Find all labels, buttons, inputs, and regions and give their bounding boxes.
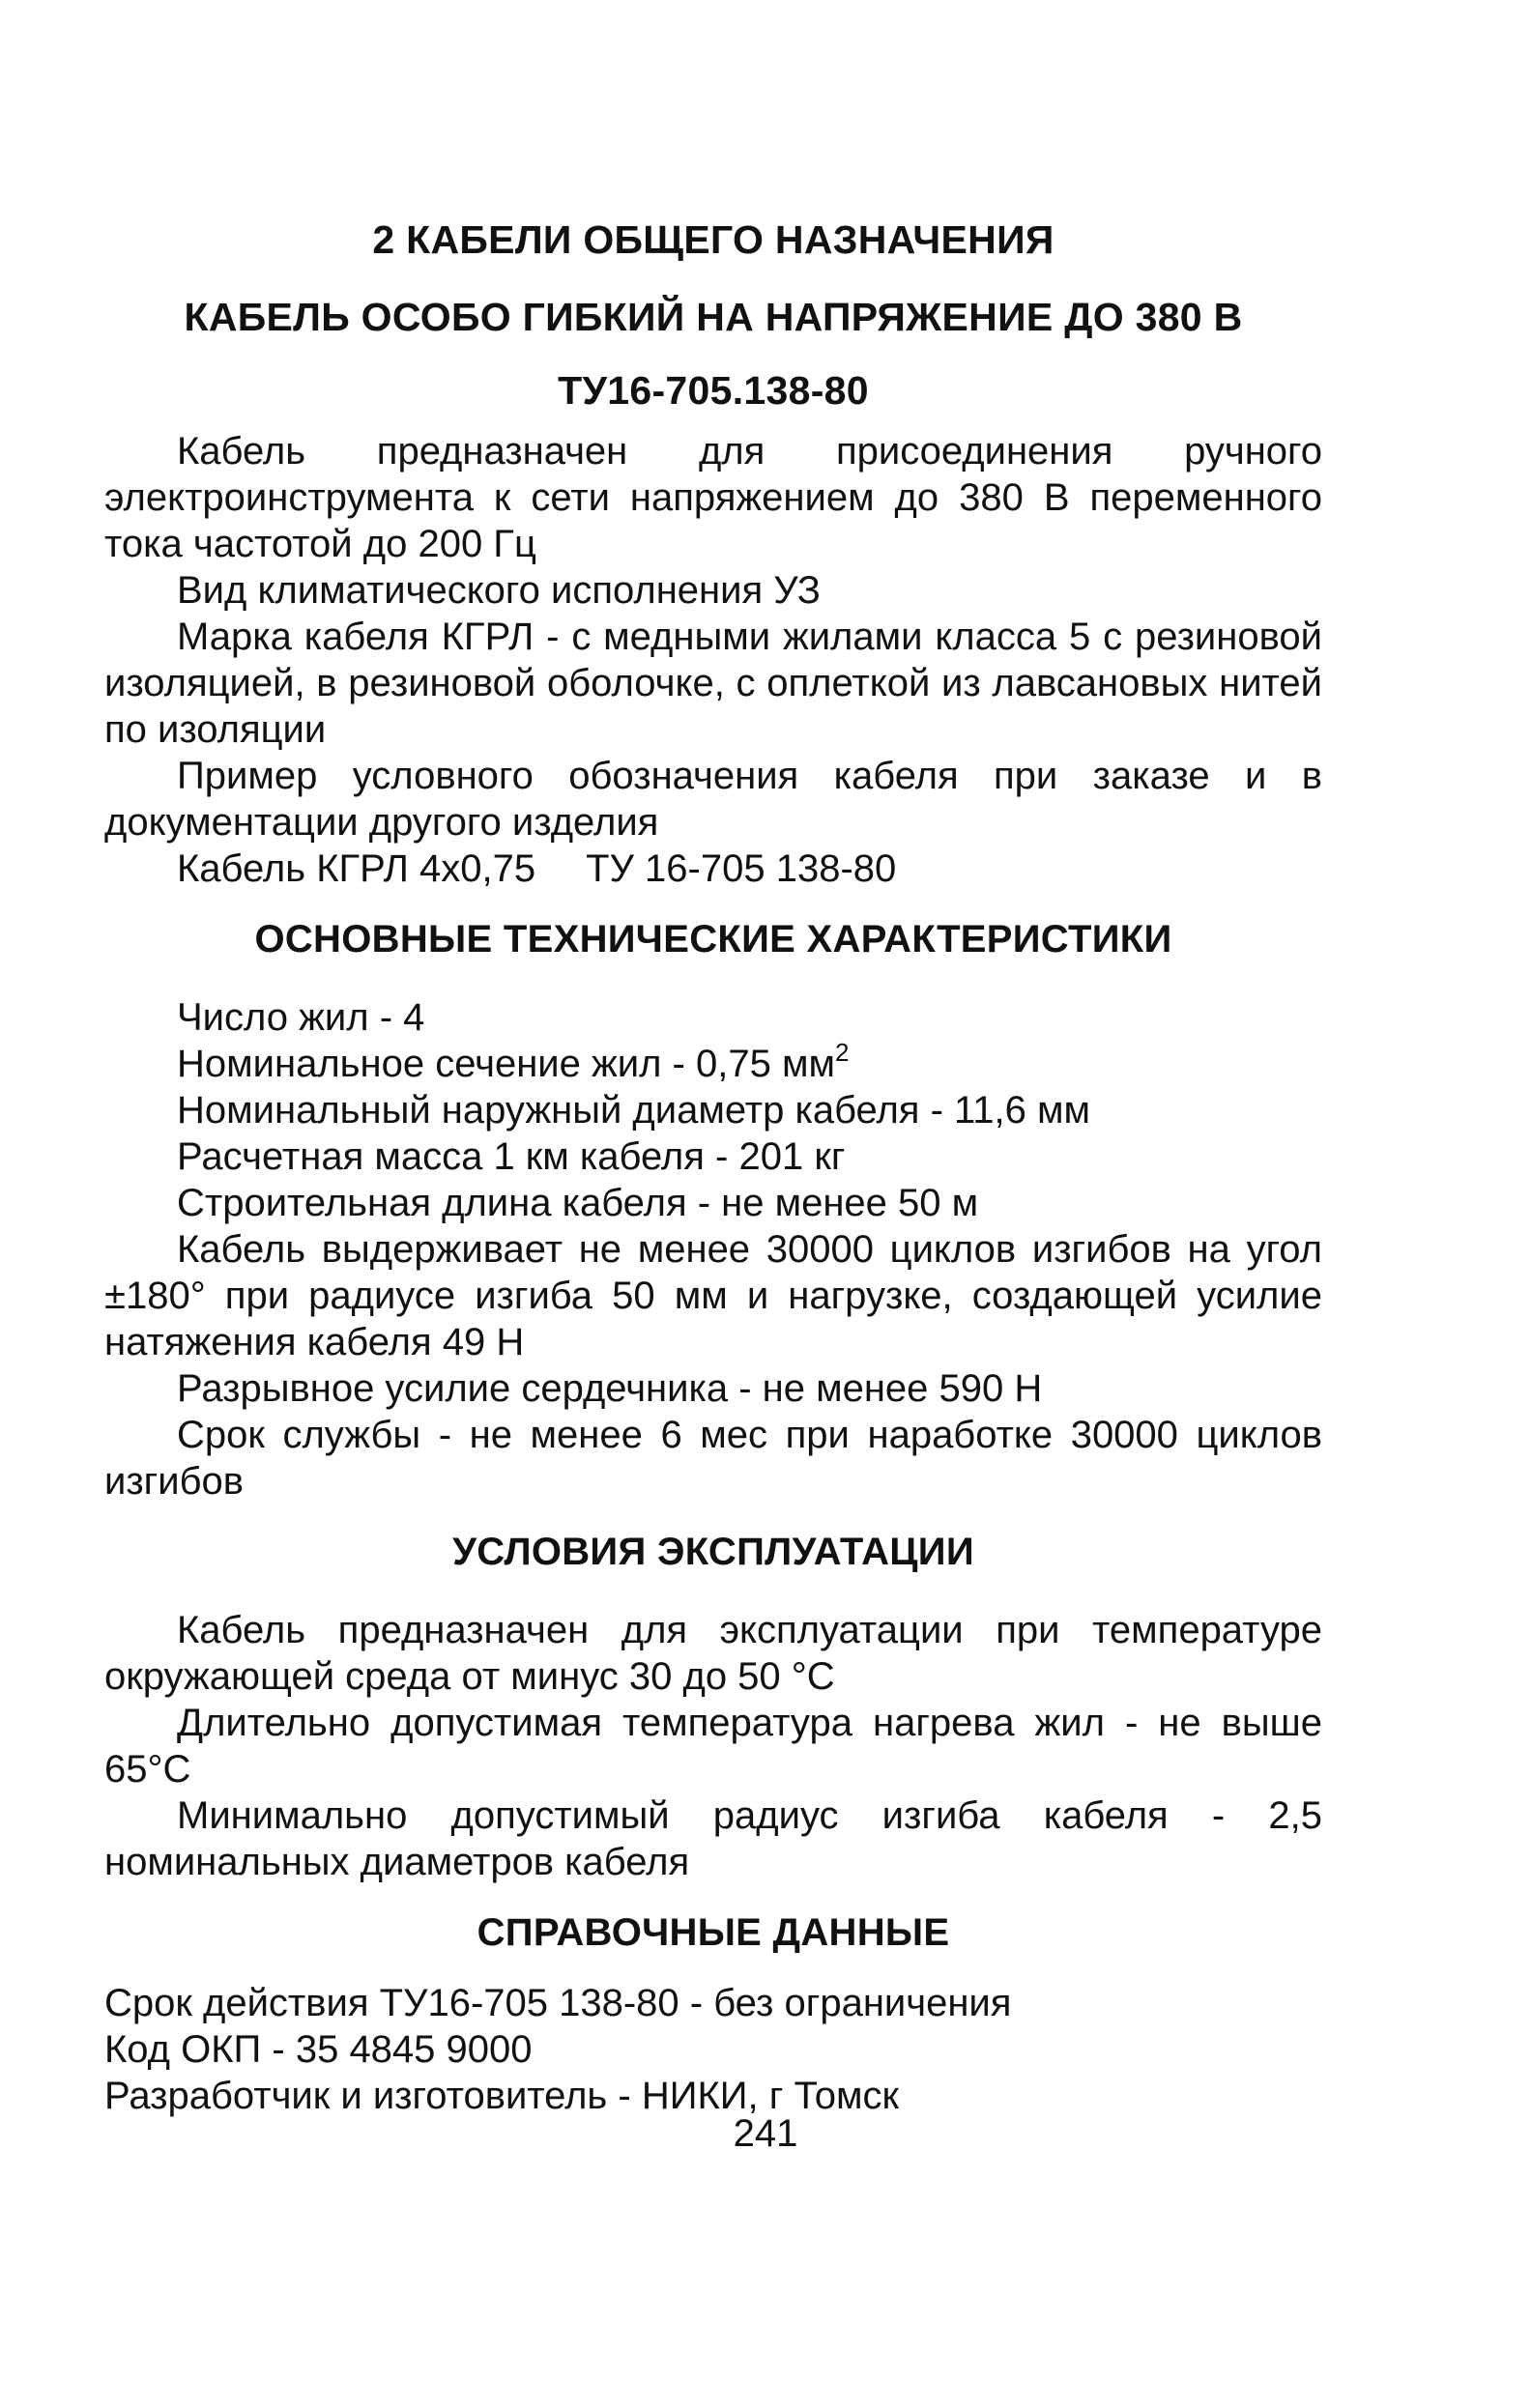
specs-heading: ОСНОВНЫЕ ТЕХНИЧЕСКИЕ ХАРАКТЕРИСТИКИ bbox=[254, 918, 1172, 960]
length-line: Строительная длина кабеля - не менее 50 м bbox=[177, 1182, 979, 1224]
section-title: 2 КАБЕЛИ ОБЩЕГО НАЗНАЧЕНИЯ bbox=[372, 217, 1054, 262]
diameter-line: Номинальный наружный диаметр кабеля - 11,6 мм bbox=[177, 1089, 1090, 1132]
bend-radius-paragraph: Минимально допустимый радиус изгиба кабеля - 2,5 номинальных диаметров кабеля bbox=[104, 1794, 1322, 1883]
brand-paragraph: Марка кабеля КГРЛ - с медными жилами класса 5 с резиновой изоляцией, в резиновой оболочке, с оплеткой из лавсановых нитей по изоляции bbox=[104, 616, 1322, 751]
validity-line: Срок действия ТУ16-705 138-80 - без ограничения bbox=[104, 1982, 1012, 2024]
spec-code: ТУ16-705.138-80 bbox=[558, 368, 869, 413]
example-name: Кабель КГРЛ 4х0,75 bbox=[177, 847, 536, 890]
max-temp-paragraph: Длительно допустимая температура нагрева жил - не выше 65°С bbox=[104, 1702, 1322, 1791]
service-life-paragraph: Срок службы - не менее 6 мес при наработке 30000 циклов изгибов bbox=[104, 1414, 1322, 1503]
okp-line: Код ОКП - 35 4845 9000 bbox=[104, 2028, 533, 2071]
cores-line: Число жил - 4 bbox=[177, 996, 425, 1039]
operation-heading: УСЛОВИЯ ЭКСПЛУАТАЦИИ bbox=[452, 1531, 974, 1573]
section-text: Номинальное сечение жил - 0,75 мм bbox=[177, 1043, 835, 1085]
bending-paragraph: Кабель выдерживает не менее 30000 циклов изгибов на угол ±180° при радиусе изгиба 50 мм и нагрузке, создающей усилие натяжения кабеля 49 Н bbox=[104, 1228, 1322, 1363]
reference-heading: СПРАВОЧНЫЕ ДАННЫЕ bbox=[477, 1911, 950, 1954]
example-spec: ТУ 16-705 138-80 bbox=[586, 847, 897, 890]
operation-block bbox=[104, 1607, 1322, 1885]
breaking-line: Разрывное усилие сердечника - не менее 590 Н bbox=[177, 1367, 1043, 1410]
ambient-paragraph: Кабель предназначен для эксплуатации при температуре окружающей среда от минус 30 до 50 °С bbox=[104, 1609, 1322, 1698]
page-number: 241 bbox=[733, 2112, 798, 2155]
mass-line: Расчетная масса 1 км кабеля - 201 кг bbox=[177, 1135, 846, 1178]
section-superscript: 2 bbox=[834, 1038, 850, 1067]
intro-block bbox=[104, 428, 1322, 892]
example-note-paragraph: Пример условного обозначения кабеля при заказе и в документации другого изделия bbox=[104, 755, 1322, 844]
purpose-paragraph: Кабель предназначен для присоединения ручного электроинструмента к сети напряжением до 380 В переменного тока частотой до 200 Гц bbox=[104, 430, 1322, 565]
section-line bbox=[104, 1038, 1322, 1087]
document-page bbox=[104, 217, 1322, 2119]
example-line bbox=[104, 846, 1322, 892]
climate-paragraph: Вид климатического исполнения УЗ bbox=[177, 569, 821, 612]
developer-line: Разработчик и изготовитель - НИКИ, г Томск bbox=[104, 2075, 899, 2117]
product-title: КАБЕЛЬ ОСОБО ГИБКИЙ НА НАПРЯЖЕНИЕ ДО 380 В bbox=[184, 295, 1243, 339]
reference-block bbox=[104, 1980, 1322, 2119]
specs-block bbox=[104, 994, 1322, 1505]
